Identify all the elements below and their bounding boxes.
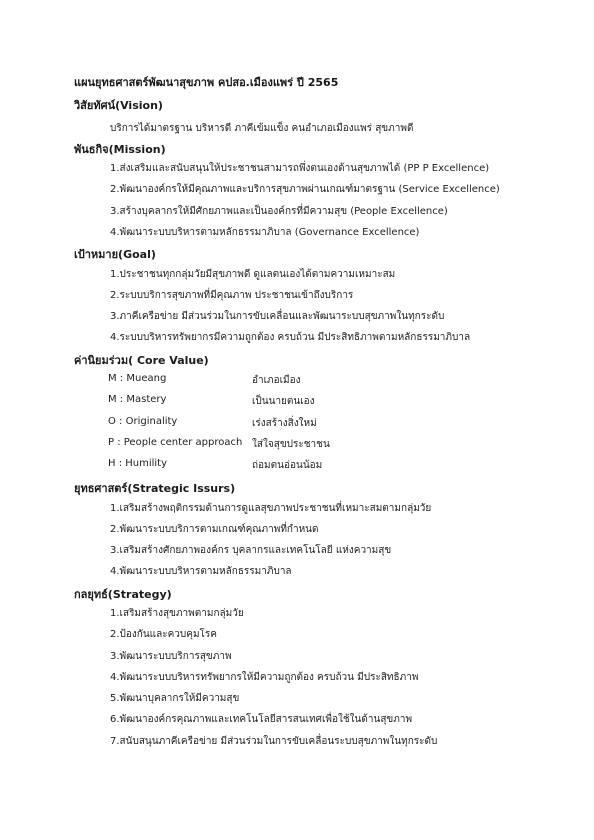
strategy-item: 1.เสริมสร้างสุขภาพตามกลุ่มวัย <box>110 608 244 619</box>
mission-heading: พันธกิจ(Mission) <box>74 143 166 156</box>
core-value-key: M : Mueang <box>108 373 167 384</box>
core-value-key: M : Mastery <box>108 394 167 405</box>
core-value-meaning: ใส่ใจสุขประชาชน <box>252 439 330 450</box>
core-value-key: O : Originality <box>108 416 178 427</box>
core-value-meaning: เป็นนายตนเอง <box>252 396 315 407</box>
strategy-item: 7.สนับสนุนภาคีเครือข่าย มีส่วนร่วมในการขับเคลื่อนระบบสุขภาพในทุกระดับ <box>110 736 438 747</box>
strategy-item: 4.พัฒนาระบบบริหารทรัพยากรให้มีความถูกต้อง ครบถ้วน มีประสิทธิภาพ <box>110 672 419 683</box>
strategy-item: 6.พัฒนาองค์กรคุณภาพและเทคโนโลยีสารสนเทศเพื่อใช้ในด้านสุขภาพ <box>110 714 413 725</box>
core-value-meaning: ถ่อมตนอ่อนน้อม <box>252 460 323 471</box>
strategy-heading: กลยุทธ์(Strategy) <box>74 588 172 601</box>
strategic-issue-item: 3.เสริมสร้างศักยภาพองค์กร บุคลากรและเทคโนโลยี แห่งความสุข <box>110 545 392 556</box>
strategic-issues-heading: ยุทธศาสตร์(Strategic Issurs) <box>74 482 236 495</box>
core-value-meaning: อำเภอเมือง <box>252 375 301 386</box>
vision-text: บริการได้มาตรฐาน บริหารดี ภาคีเข้มแข็ง คนอำเภอเมืองแพร่ สุขภาพดี <box>110 123 414 134</box>
core-value-meaning: เร่งสร้างสิ่งใหม่ <box>252 418 317 429</box>
strategic-issue-item: 1.เสริมสร้างพฤติกรรมด้านการดูแลสุขภาพประชาชนที่เหมาะสมตามกลุ่มวัย <box>110 503 432 514</box>
core-value-key: H : Humility <box>108 458 168 469</box>
document-title: แผนยุทธศาสตร์พัฒนาสุขภาพ คปสอ.เมืองแพร่ ปี 2565 <box>74 76 339 89</box>
mission-item: 1.ส่งเสริมและสนับสนุนให้ประชาชนสามารถพึ่งตนเองด้านสุขภาพได้ (PP P Excellence) <box>110 163 490 174</box>
goal-heading: เป้าหมาย(Goal) <box>74 248 156 261</box>
mission-item: 4.พัฒนาระบบบริหารตามหลักธรรมาภิบาล (Governance Excellence) <box>110 227 420 238</box>
core-value-key: P : People center approach <box>108 437 243 448</box>
strategic-issue-item: 4.พัฒนาระบบบริหารตามหลักธรรมาภิบาล <box>110 566 292 577</box>
goal-item: 4.ระบบบริหารทรัพยากรมีความถูกต้อง ครบถ้วน มีประสิทธิภาพตามหลักธรรมาภิบาล <box>110 332 471 343</box>
strategy-item: 2.ป้องกันและควบคุมโรค <box>110 629 217 640</box>
goal-item: 1.ประชาชนทุกกลุ่มวัยมีสุขภาพดี ดูแลตนเองได้ตามความเหมาะสม <box>110 269 396 280</box>
mission-item: 2.พัฒนาองค์กรให้มีคุณภาพและบริการสุขภาพผ่านเกณฑ์มาตรฐาน (Service Excellence) <box>110 184 500 195</box>
strategy-item: 5.พัฒนาบุคลากรให้มีความสุข <box>110 693 240 704</box>
mission-item: 3.สร้างบุคลากรให้มีศักยภาพและเป็นองค์กรที่มีความสุข (People Excellence) <box>110 206 448 217</box>
goal-item: 3.ภาคีเครือข่าย มีส่วนร่วมในการขับเคลื่อนและพัฒนาระบบสุขภาพในทุกระดับ <box>110 311 445 322</box>
vision-heading: วิสัยทัศน์(Vision) <box>74 99 163 112</box>
core-value-heading: ค่านิยมร่วม( Core Value) <box>74 354 209 367</box>
strategic-issue-item: 2.พัฒนาระบบบริการตามเกณฑ์คุณภาพที่กำหนด <box>110 524 319 535</box>
strategy-item: 3.พัฒนาระบบบริการสุขภาพ <box>110 651 232 662</box>
goal-item: 2.ระบบบริการสุขภาพที่มีคุณภาพ ประชาชนเข้าถึงบริการ <box>110 290 354 301</box>
